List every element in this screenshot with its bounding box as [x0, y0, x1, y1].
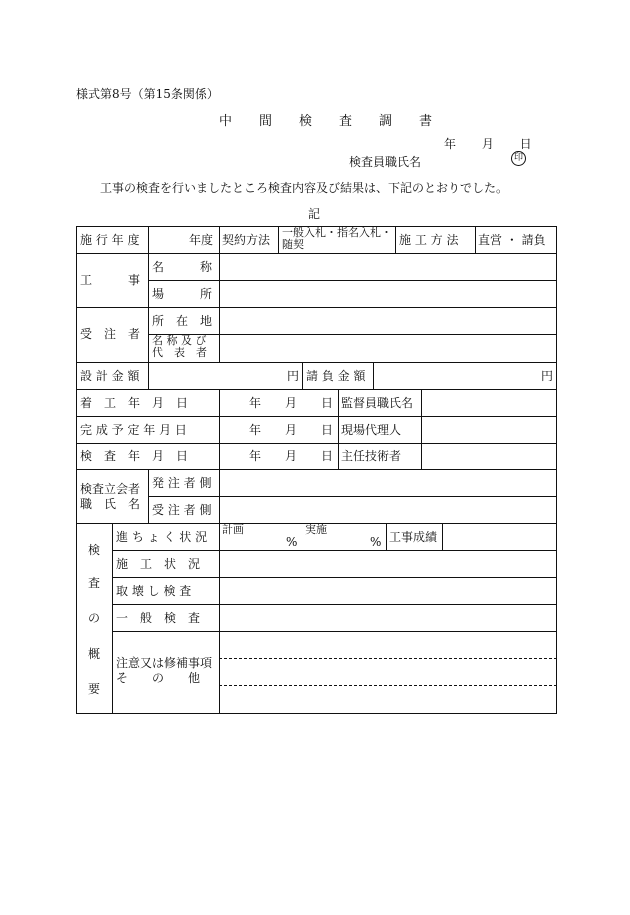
row-line: [112, 604, 557, 605]
actual-label: 実施: [305, 523, 327, 536]
document-date: 年 月 日: [444, 137, 532, 151]
place-label: 場 所: [152, 287, 213, 301]
actual-percent: %: [370, 535, 382, 549]
contract-method-label: 契約方法: [222, 233, 271, 247]
col-line: [373, 362, 374, 389]
row-line: [112, 631, 557, 632]
grade-label: 工事成績: [389, 530, 438, 544]
remarks-label: 注意又は修補事項: [116, 656, 213, 670]
dashed-line: [219, 685, 557, 686]
col-line: [148, 226, 149, 253]
form-reference: 様式第8号（第15条関係）: [76, 87, 219, 101]
supervisor-label: 監督員職氏名: [341, 396, 414, 410]
col-line: [338, 389, 339, 469]
col-line: [386, 523, 387, 550]
destructive-inspection-label: 取 壊 し 検 査: [116, 584, 192, 598]
contract-amount-label: 請 負 金 額: [306, 369, 366, 383]
attendee-label-2: 職 氏 名: [80, 497, 141, 511]
design-amount-yen: 円: [287, 369, 300, 383]
construction-label: 工 事: [80, 273, 141, 287]
row-line: [112, 577, 557, 578]
contract-method-options-2: 随契: [282, 238, 304, 251]
col-line: [475, 226, 476, 253]
overview-char: 査: [88, 576, 101, 590]
row-line: [76, 389, 557, 390]
overview-char: 検: [88, 543, 101, 557]
contractor-side-label: 受 注 者 側: [152, 503, 212, 517]
inspection-date-value: 年 月 日: [249, 449, 334, 463]
construction-method-options: 直営 ・ 請負: [478, 233, 546, 247]
col-line: [112, 523, 113, 714]
general-inspection-label: 一 般 検 査: [116, 611, 201, 625]
planned-completion-value: 年 月 日: [249, 423, 334, 437]
document-title: 中間検査調書: [219, 114, 460, 129]
owner-side-label: 発 注 者 側: [152, 476, 212, 490]
col-line: [421, 389, 422, 469]
construction-status-label: 施 工 状 況: [116, 557, 201, 571]
chief-engineer-label: 主任技術者: [341, 449, 402, 463]
representative-label-2: 代 表 者: [152, 346, 207, 359]
row-line: [76, 443, 557, 444]
start-date-value: 年 月 日: [249, 396, 334, 410]
overview-char: の: [88, 611, 101, 625]
intro-sentence: 工事の検査を行いましたところ検査内容及び結果は、下記のとおりでした。: [100, 181, 509, 195]
col-line: [219, 523, 220, 714]
row-line: [76, 416, 557, 417]
plan-label: 計画: [222, 523, 244, 536]
inspection-form-table: [76, 226, 557, 714]
start-date-label: 着 工 年 月 日: [80, 396, 189, 410]
representative-label: 名 称 及 び: [152, 334, 207, 347]
site-agent-label: 現場代理人: [341, 423, 402, 437]
col-line: [442, 523, 443, 550]
row-line: [148, 280, 557, 281]
col-line: [278, 226, 279, 253]
address-label: 所 在 地: [152, 314, 213, 328]
col-line: [219, 226, 220, 253]
construction-method-label: 施 工 方 法: [399, 233, 459, 247]
col-line: [219, 469, 220, 523]
name-label: 名 称: [152, 260, 213, 274]
overview-char: 要: [88, 682, 101, 696]
col-line: [148, 253, 149, 362]
contract-amount-yen: 円: [541, 369, 554, 383]
ki-heading: 記: [308, 207, 321, 221]
col-line: [219, 389, 220, 469]
row-line: [148, 496, 557, 497]
contract-method-options: 一般入札・指名入札・: [282, 226, 392, 239]
attendee-label: 検査立会者: [80, 482, 141, 496]
inspection-date-label: 検 査 年 月 日: [80, 449, 189, 463]
col-line: [219, 253, 220, 362]
fiscal-year-label: 施 行 年 度: [80, 233, 140, 247]
row-line: [148, 334, 557, 335]
col-line: [148, 362, 149, 389]
col-line: [148, 469, 149, 523]
inspector-name-label: 検査員職氏名: [349, 155, 422, 169]
overview-char: 概: [88, 647, 101, 661]
col-line: [302, 362, 303, 389]
design-amount-label: 設 計 金 額: [80, 369, 140, 383]
plan-percent: %: [286, 535, 298, 549]
remarks-label-2: そ の 他: [116, 671, 201, 685]
fiscal-year-suffix: 年度: [189, 233, 214, 247]
row-line: [112, 550, 557, 551]
contractor-label: 受 注 者: [80, 327, 141, 341]
col-line: [395, 226, 396, 253]
dashed-line: [219, 658, 557, 659]
planned-completion-label: 完 成 予 定 年 月 日: [80, 423, 187, 437]
seal-mark: 印: [511, 151, 526, 166]
progress-label: 進 ち ょ く 状 況: [116, 530, 208, 544]
